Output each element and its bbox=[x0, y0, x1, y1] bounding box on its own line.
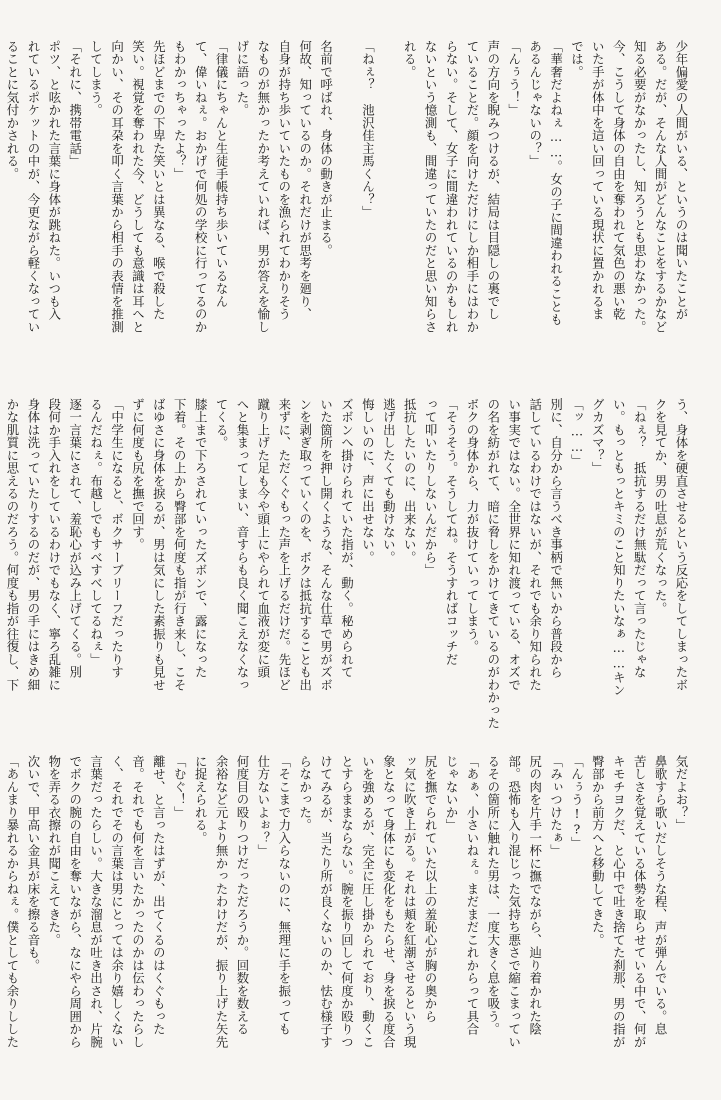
text-line: らない。そして、女子に間違われているのかもしれ bbox=[444, 40, 460, 334]
text-line: の名を紡がれて、暗に脅しをかけてきているのがわかった bbox=[485, 398, 501, 730]
text-section-lower bbox=[5, 755, 691, 1080]
text-line: とすらままならない。腕を振り回して何度か殴りつ bbox=[339, 755, 355, 1049]
text-line: 「中学生になると、ボクサーブリーフだったりす bbox=[109, 398, 125, 679]
text-line: いた箇所を押し開くような、そんな仕草で男がズボ bbox=[318, 398, 334, 692]
text-line: 声の方向を睨みつけるが、結局は目隠しの裏でし bbox=[485, 40, 501, 321]
text-line: 何故、知っているのか。それだけが思考を廻り、 bbox=[297, 40, 313, 321]
text-line: 別に、自分から言うべき事柄で無いから普段から bbox=[548, 398, 564, 679]
text-line: い。もっともっとキミのこと知りたいなぁ……キン bbox=[611, 398, 627, 697]
text-line: 蹴り上げた足も今や頭上にやられて血液が変に頭 bbox=[255, 398, 271, 679]
text-line: 「あぁ、小さいねぇ。まだまだこれからって具合 bbox=[464, 755, 480, 1036]
text-line: ていることだ。顔を向けただけにしか相手にはわか bbox=[464, 40, 480, 334]
text-section-upper bbox=[5, 40, 691, 365]
text-line: いを強めるが、完全に圧し掛かられており、動くこ bbox=[360, 755, 376, 1049]
text-line: るその箇所に触れた男は、一度大きく息を吸う。 bbox=[485, 755, 501, 1036]
text-line: 離せ、と言ったはずが、出てくるのはくぐもった bbox=[151, 755, 167, 1036]
text-line: 膝上まで下ろされていったズボンで、露になった bbox=[193, 398, 209, 679]
text-line: 象となって身体にも変化をもたらせ、身を捩る度合 bbox=[381, 755, 397, 1049]
text-line: う、身体を硬直させるという反応をしてしまったボ bbox=[674, 398, 689, 692]
text-line: 「んぅう！」 bbox=[506, 40, 522, 117]
text-line: 「あんまり暴れるからねぇ。僕としても余りしした bbox=[5, 755, 20, 1049]
text-line: 知る必要がなかったし、知ろうとも思わなかった。 bbox=[632, 40, 648, 334]
text-line: ずに何度も尻を撫で回す。 bbox=[130, 398, 146, 551]
text-line: 「そこまで力入らないのに、無理に手を振っても bbox=[276, 755, 292, 1036]
text-line bbox=[0, 755, 1, 1080]
text-line: 苦しさを覚えている体勢を取らせている中で、何が bbox=[632, 755, 648, 1049]
text-line: 音。それでも何を言いたかったのかは伝わったらし bbox=[130, 755, 146, 1049]
text-line: 「律儀にちゃんと生徒手帳持ち歩いているなん bbox=[214, 40, 230, 308]
text-line bbox=[377, 40, 398, 365]
text-line: げに語った。 bbox=[234, 40, 250, 117]
text-line bbox=[0, 40, 1, 365]
text-line: 「ッ……」 bbox=[569, 398, 585, 467]
text-line: 「ねぇ？ 池沢佳主馬くん？」 bbox=[360, 40, 376, 219]
text-line bbox=[336, 40, 357, 365]
text-line: ばゆさに身体を捩るが、男は気にした素振りも見せ bbox=[151, 398, 167, 692]
text-line: ある。だが、そんな人間がどんなことをするかなど bbox=[653, 40, 669, 334]
text-line: 向かい、その耳朶を叩く言葉から相手の表情を推測 bbox=[109, 40, 125, 334]
text-line: 部。恐怖も入り混じった気持ち悪さで縮こまってい bbox=[506, 755, 522, 1049]
text-line: 「それに、携帯電話」 bbox=[67, 40, 83, 168]
text-line: て、偉いねぇ。おかげで何処の学校に行ってるのか bbox=[193, 40, 209, 334]
text-line: 名前で呼ばれ、身体の動きが止まる。 bbox=[318, 40, 334, 257]
text-line: 「ねぇ？ 抵抗するだけ無駄だって言ったじゃな bbox=[632, 398, 648, 679]
text-line: に捉えられる。 bbox=[193, 755, 209, 845]
text-line: クを見てか、男の吐息が荒くなった。 bbox=[653, 398, 669, 615]
text-line: じゃないか」 bbox=[444, 755, 460, 832]
text-line: ズボンへ掛けられていた指が、動く。秘められて bbox=[339, 398, 355, 679]
text-line: グカズマ？」 bbox=[590, 398, 606, 475]
text-line: 何度目の殴りつけだっただろうか。回数を数える bbox=[234, 755, 250, 1036]
text-line: ポツ、と呟かれた言葉に身体が跳ねた。いつも入 bbox=[46, 40, 62, 321]
text-line: 「むぐ！」 bbox=[172, 755, 188, 819]
text-line: いた手が体中を這い回っている現状に置かれるま bbox=[590, 40, 606, 321]
text-line: って叩いたりしないんだから」 bbox=[423, 398, 439, 577]
text-line: では。 bbox=[569, 40, 585, 79]
text-line: い事実ではない。全世界に知れ渡っている、オズで bbox=[506, 398, 522, 692]
text-line: るんだねぇ。布越しでもすべすべしてるねぇ」 bbox=[88, 398, 104, 666]
text-line: 次いで、甲高い金具が床を擦る音も。 bbox=[25, 755, 41, 972]
text-line: へと集まってしまい、音すらも良く聞こえなくなっ bbox=[234, 398, 250, 692]
text-line: 仕方ないよぉ？」 bbox=[255, 755, 271, 857]
text-line: れる。 bbox=[402, 40, 418, 79]
text-line bbox=[0, 398, 1, 726]
text-line: 「華奢だよねぇ……。女の子に間違われることも bbox=[548, 40, 564, 326]
text-line: 「みぃつけたぁ」 bbox=[548, 755, 564, 857]
text-line: 抵抗したいのに、出来ない。 bbox=[402, 398, 418, 564]
text-line: 鼻歌すら歌いだしそうな程、声が弾んでいる。息 bbox=[653, 755, 669, 1036]
text-line: してしまう。 bbox=[88, 40, 104, 117]
text-line: あるんじゃないの？」 bbox=[527, 40, 543, 168]
text-line: ンを剥ぎ取っていくのを、ボクは抵抗することも出 bbox=[297, 398, 313, 692]
text-line: 自身が持ち歩いていたものを漁られてわかりそう bbox=[276, 40, 292, 321]
text-line: 逃げ出したくても動けない。 bbox=[381, 398, 397, 564]
text-line: 逐一言葉にされて、羞恥心が込み上げてくる。別 bbox=[67, 398, 83, 679]
text-line: ボクの身体から、力が抜けていってしまう。 bbox=[464, 398, 480, 653]
text-line: 来ずに、ただくぐもった声を上げるだけだ。先ほど bbox=[276, 398, 292, 692]
text-line: てくる。 bbox=[214, 398, 230, 449]
text-line: なものが無かったか考えていれば、男が答えを愉し bbox=[255, 40, 271, 334]
text-line: らなかった。 bbox=[297, 755, 313, 832]
text-line: もわかっちゃったよ？」 bbox=[172, 40, 188, 181]
text-line: れているポケットの中が、今更ながら軽くなってい bbox=[25, 40, 41, 334]
text-line: 余裕など元より無かったわけだが、振り上げた矢先 bbox=[214, 755, 230, 1049]
text-line: 身体は洗っていたりするのだが、男の手にはきめ細 bbox=[25, 398, 41, 692]
text-line: ッ気に吹き上がる。それは頬を紅潮させるという現 bbox=[402, 755, 418, 1049]
text-line: 言葉だったらしい。大きな溜息が吐き出され、片腕 bbox=[88, 755, 104, 1049]
text-line: キモチヨクだ、と心中で吐き捨てた刹那、男の指が bbox=[611, 755, 627, 1049]
text-line: けてみるが、当たり所が良くないのか、怯む様子す bbox=[318, 755, 334, 1049]
text-line: 悔しいのに、声に出せない。 bbox=[360, 398, 376, 564]
text-line: 気だよお？」 bbox=[674, 755, 689, 832]
text-line: 段何か手入れをしているわけでもなく、寧ろ乱雑に bbox=[46, 398, 62, 692]
text-line: 「んぅう!?」 bbox=[569, 755, 585, 850]
text-line: 話しているわけではないが、それでも余り知られた bbox=[527, 398, 543, 692]
text-line: 今、こうして身体の自由を奪われて気色の悪い乾 bbox=[611, 40, 627, 321]
text-line: 先ほどまでの下卑た笑いとは異なる、喉で殺した bbox=[151, 40, 167, 321]
text-line: ないという憶測も、間違っていたのだと思い知らさ bbox=[423, 40, 439, 334]
text-line: 尻の肉を片手一杯に撫でながら、辿り着かれた陰 bbox=[527, 755, 543, 1036]
text-line: 臀部から前方へと移動してきた。 bbox=[590, 755, 606, 947]
text-line: 「そうそう。そうしてね。そうすればコッチだ bbox=[444, 398, 460, 666]
text-line: 少年偏愛の人間がいる、というのは聞いたことが bbox=[674, 40, 689, 321]
text-line: 下着。その上から臀部を何度も指が行き来し、こそ bbox=[172, 398, 188, 692]
text-line: でボクの腕の自由を奪いながら、なにやら周囲から bbox=[67, 755, 83, 1049]
text-line: 物を弄る衣擦れが聞こえてきた。 bbox=[46, 755, 62, 947]
text-section-middle bbox=[5, 398, 691, 730]
text-line: 笑い。視覚を奪われた今、どうしても意識は耳へと bbox=[130, 40, 146, 334]
text-line: ることに気付かされる。 bbox=[5, 40, 20, 181]
text-line: く、それでその言葉は男にとっては余り嬉しくない bbox=[109, 755, 125, 1049]
text-line: 尻を撫でられていた以上の羞恥心が胸の奥から bbox=[423, 755, 439, 1023]
text-line: かな肌質に思えるのだろう。何度も指が往復し、下 bbox=[5, 398, 20, 692]
